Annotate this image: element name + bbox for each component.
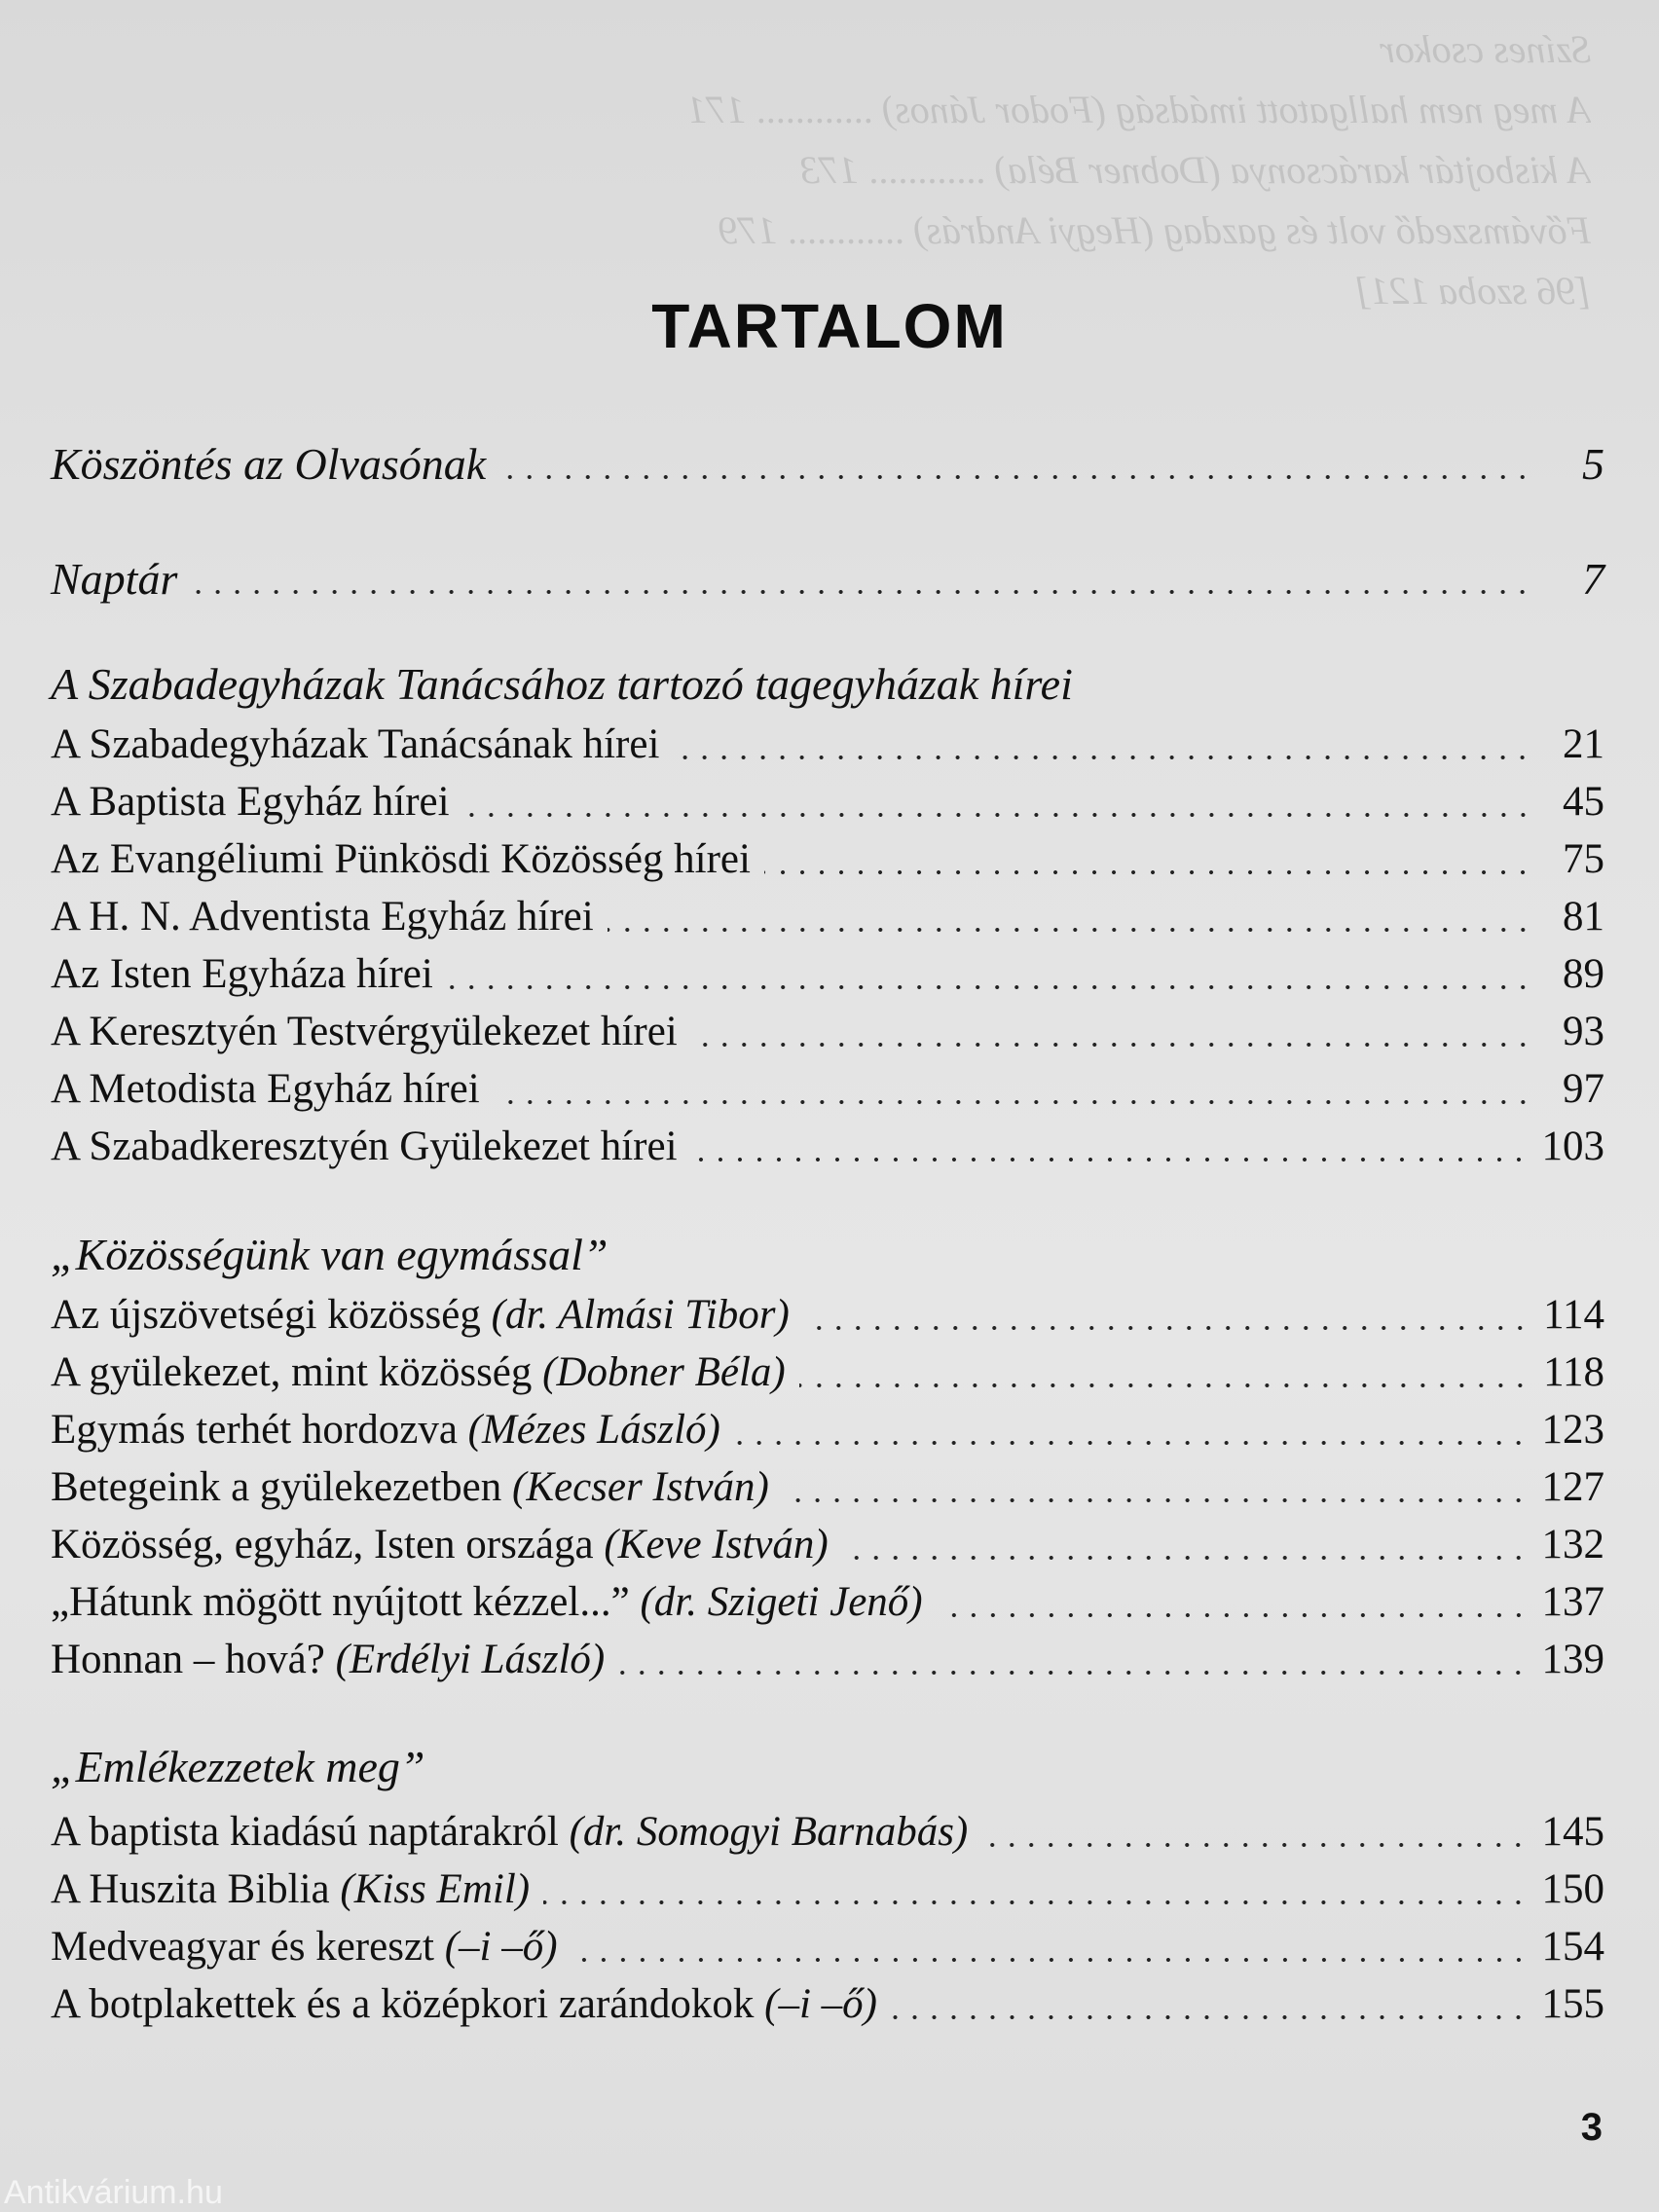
- toc-entry[interactable]: [51, 774, 1604, 830]
- toc-entry[interactable]: [51, 946, 1604, 1003]
- toc-entry-page: 139: [1541, 1637, 1604, 1682]
- toc-entry-page: 137: [1541, 1579, 1604, 1625]
- toc-entry[interactable]: [51, 1976, 1604, 2033]
- toc-entry[interactable]: [51, 717, 1604, 773]
- bleed-through-text: [423, 19, 1591, 321]
- toc-entry-label: Egymás terhét hordozva (Mézes László): [51, 1407, 720, 1453]
- toc-entry[interactable]: [51, 551, 1604, 608]
- toc-entry-page: 81: [1563, 894, 1604, 940]
- toc-entry-page: 155: [1541, 1981, 1604, 2027]
- dot-leader: [494, 1100, 1532, 1104]
- toc-entry-author: (dr. Szigeti Jenő): [640, 1579, 923, 1625]
- toc-entry-label: A Szabadegyházak Tanácsának hírei: [51, 721, 660, 767]
- toc-entry-label: Betegeink a gyülekezetben (Kecser István): [51, 1464, 769, 1510]
- toc-entry-author: (Keve István): [604, 1522, 829, 1567]
- toc-entry-author: (Mézes László): [467, 1407, 720, 1453]
- dot-leader: [691, 1158, 1529, 1161]
- toc-entry-label: Naptár: [51, 554, 178, 604]
- toc-entry-page: 145: [1541, 1809, 1604, 1855]
- toc-entry-page: 123: [1541, 1407, 1604, 1453]
- toc-entry[interactable]: [51, 1919, 1604, 1975]
- toc-entry[interactable]: [51, 889, 1604, 945]
- toc-entry-page: 89: [1563, 951, 1604, 997]
- dot-leader: [571, 1958, 1529, 1962]
- dot-leader: [842, 1556, 1529, 1560]
- toc-entry[interactable]: [51, 1632, 1604, 1688]
- toc-entry-page: 103: [1541, 1124, 1604, 1169]
- toc-entry-author: (–i –ő): [764, 1981, 877, 2027]
- toc-entry-label: A botplakettek és a középkori zarándokok (–i –ő): [51, 1981, 877, 2027]
- toc-entry-label: Honnan – hová? (Erdélyi László): [51, 1637, 606, 1682]
- toc-entry-author: (–i –ő): [444, 1924, 558, 1970]
- toc-entry-label: A Metodista Egyház hírei: [51, 1066, 480, 1112]
- dot-leader: [764, 870, 1532, 874]
- page-title: TARTALOM: [651, 291, 1008, 361]
- dot-leader: [618, 1671, 1528, 1675]
- toc-entry[interactable]: [51, 1574, 1604, 1631]
- dot-leader: [799, 1383, 1530, 1387]
- dot-leader: [981, 1843, 1528, 1847]
- dot-leader: [499, 475, 1532, 479]
- bleed-line: Fővámszedő volt és gazdag (Hegyi András) ............ 179: [719, 208, 1591, 252]
- toc-entry-label: A Szabadkeresztyén Gyülekezet hírei: [51, 1124, 678, 1169]
- dot-leader: [691, 1043, 1532, 1047]
- toc-entry-author: (dr. Almási Tibor): [491, 1292, 790, 1338]
- dot-leader: [463, 813, 1532, 817]
- toc-entry-author: (dr. Somogyi Barnabás): [569, 1809, 969, 1855]
- toc-entry-page: 118: [1543, 1349, 1604, 1395]
- dot-leader: [608, 928, 1532, 932]
- toc-entry-label: A gyülekezet, mint közösség (Dobner Béla): [51, 1349, 786, 1395]
- toc-entry[interactable]: [51, 1862, 1604, 1918]
- toc-entry-label: A H. N. Adventista Egyház hírei: [51, 894, 594, 940]
- toc-entry-label: „Hátunk mögött nyújtott kézzel...” (dr. Szigeti Jenő): [51, 1579, 923, 1625]
- toc-entry-page: 7: [1582, 554, 1604, 604]
- dot-leader: [937, 1613, 1529, 1617]
- toc-entry[interactable]: [51, 1345, 1604, 1401]
- bleed-line: Színes csokor: [1380, 27, 1591, 71]
- toc-entry[interactable]: [51, 1402, 1604, 1458]
- toc-entry-page: 114: [1543, 1292, 1604, 1338]
- bleed-line: A kisbojtár karácsonya (Dobner Béla) ............ 173: [799, 148, 1591, 192]
- toc-entry-label: A Huszita Biblia (Kiss Emil): [51, 1866, 531, 1912]
- toc-entry-label: A Keresztyén Testvérgyülekezet hírei: [51, 1009, 678, 1054]
- toc-entry[interactable]: [51, 1287, 1604, 1344]
- toc-entry[interactable]: [51, 1517, 1604, 1573]
- toc-entry-page: 127: [1541, 1464, 1604, 1510]
- dot-leader: [673, 756, 1532, 759]
- toc-entry-label: Közösség, egyház, Isten országa (Keve István): [51, 1522, 829, 1567]
- toc-entry-page: 45: [1563, 779, 1604, 825]
- toc-entry-author: (Erdélyi László): [335, 1637, 606, 1682]
- toc-entry-page: 132: [1541, 1522, 1604, 1567]
- toc-entry-label: Az Evangéliumi Pünkösdi Közösség hírei: [51, 836, 751, 882]
- toc-entry-page: 150: [1541, 1866, 1604, 1912]
- toc-entry-label: Köszöntés az Olvasónak: [51, 439, 487, 489]
- watermark: Antikvárium.hu: [4, 2174, 223, 2211]
- toc-entry-author: (Kiss Emil): [340, 1866, 531, 1912]
- toc-entry-label: Az újszövetségi közösség (dr. Almási Tibor): [51, 1292, 790, 1338]
- section-heading: „Emlékezzetek meg”: [51, 1742, 425, 1791]
- toc-entry-page: 93: [1563, 1009, 1604, 1054]
- section-heading: A Szabadegyházak Tanácsához tartozó tagegyházak hírei: [51, 659, 1073, 709]
- dot-leader: [783, 1498, 1529, 1502]
- toc-entry-author: (Kecser István): [512, 1464, 769, 1510]
- toc-entry[interactable]: [51, 436, 1604, 493]
- toc-entry-label: Az Isten Egyháza hírei: [51, 951, 433, 997]
- bleed-line: [96 szoba 121]: [1354, 269, 1591, 313]
- toc-entry-label: Medveagyar és kereszt (–i –ő): [51, 1924, 558, 1970]
- toc-entry-label: A Baptista Egyház hírei: [51, 779, 450, 825]
- dot-leader: [891, 2015, 1529, 2019]
- toc-entry-label: A baptista kiadású naptárakról (dr. Somogyi Barnabás): [51, 1809, 969, 1855]
- dot-leader: [191, 590, 1532, 594]
- page-number: 3: [1580, 2106, 1603, 2149]
- toc-entry[interactable]: [51, 1459, 1604, 1516]
- toc-entry[interactable]: [51, 1061, 1604, 1118]
- toc-entry[interactable]: [51, 1119, 1604, 1175]
- toc-entry-page: 97: [1563, 1066, 1604, 1112]
- toc-entry-page: 154: [1541, 1924, 1604, 1970]
- dot-leader: [803, 1326, 1530, 1330]
- dot-leader: [734, 1441, 1529, 1445]
- toc-entry[interactable]: [51, 1804, 1604, 1861]
- toc-entry[interactable]: [51, 1004, 1604, 1060]
- dot-leader: [447, 985, 1532, 989]
- toc-entry-author: (Dobner Béla): [542, 1349, 786, 1395]
- bleed-line: A meg nem hallgatott imádság (Fodor János) ............ 171: [686, 88, 1591, 131]
- toc-entry-page: 5: [1582, 439, 1604, 489]
- toc-entry-page: 21: [1563, 721, 1604, 767]
- section-heading: „Közösségünk van egymással”: [51, 1230, 608, 1279]
- dot-leader: [543, 1900, 1528, 1904]
- toc-entry[interactable]: [51, 831, 1604, 888]
- toc-entry-page: 75: [1563, 836, 1604, 882]
